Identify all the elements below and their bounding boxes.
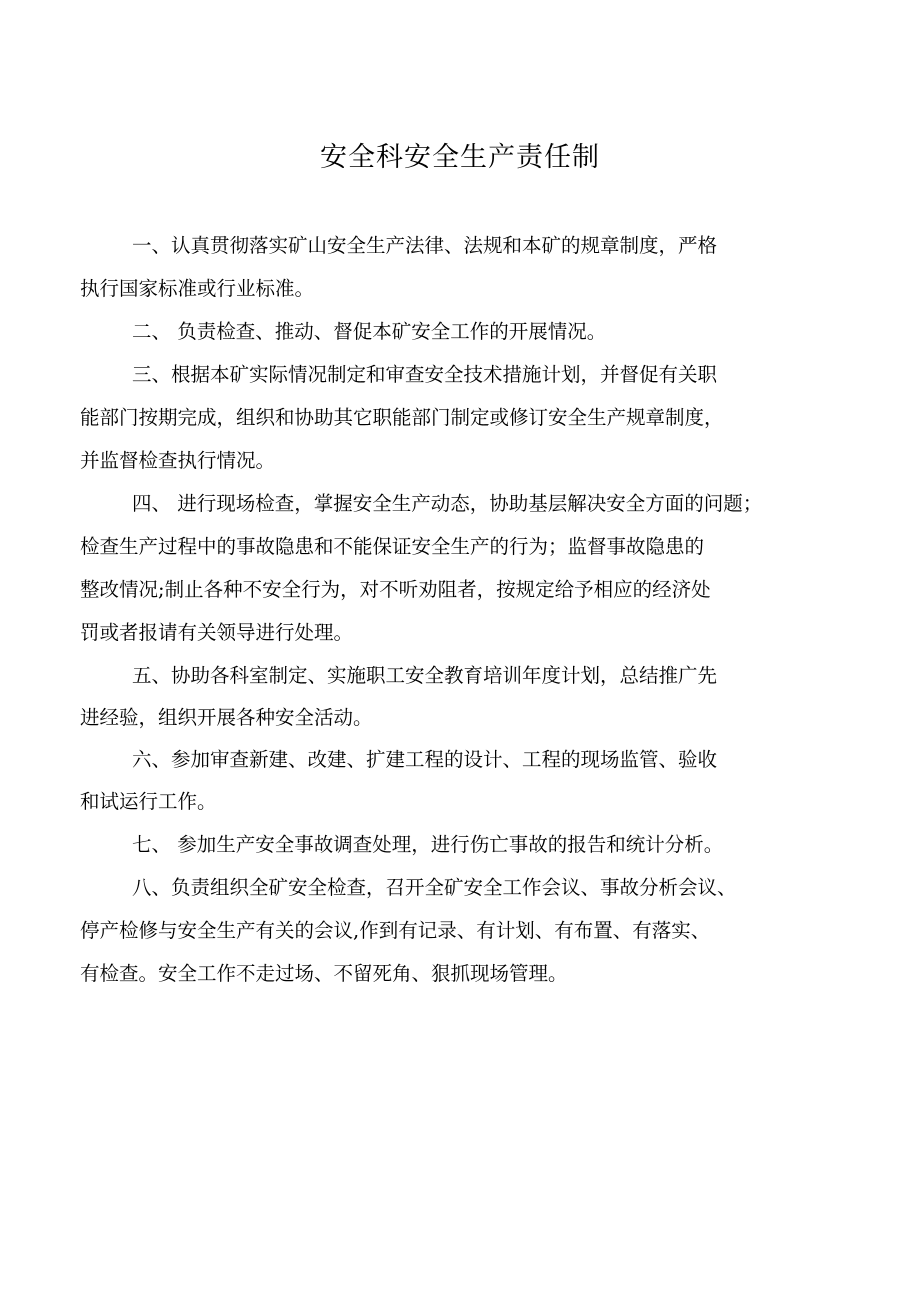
- paragraph-4-line-2: 检查生产过程中的事故隐患和不能保证安全生产的行为；监督事故隐患的: [80, 535, 705, 558]
- paragraph-8-line-1: 八、负责组织全矿安全检查，召开全矿安全工作会议、事故分析会议、: [132, 876, 737, 899]
- paragraph-3-line-1: 三、根据本矿实际情况制定和审查安全技术措施计划，并督促有关职: [132, 363, 718, 386]
- paragraph-6-line-1: 六、参加审查新建、改建、扩建工程的设计、工程的现场监管、验收: [132, 748, 718, 771]
- paragraph-4-line-4: 罚或者报请有关领导进行处理。: [80, 621, 354, 644]
- document-title: 安全科安全生产责任制: [320, 142, 600, 173]
- paragraph-8-line-3: 有检查。安全工作不走过场、不留死角、狠抓现场管理。: [80, 962, 568, 985]
- paragraph-3-line-2: 能部门按期完成，组织和协助其它职能部门制定或修订安全生产规章制度，: [80, 406, 724, 429]
- paragraph-5-line-2: 进经验，组织开展各种安全活动。: [80, 706, 373, 729]
- paragraph-1-line-2: 执行国家标准或行业标准。: [80, 277, 315, 300]
- paragraph-8-line-2: 停产检修与安全生产有关的会议,作到有记录、有计划、有布置、有落实、: [80, 919, 711, 942]
- paragraph-4-line-3: 整改情况;制止各种不安全行为，对不听劝阻者，按规定给予相应的经济处: [80, 578, 711, 601]
- paragraph-4-line-1: 四、 进行现场检查，掌握安全生产动态，协助基层解决安全方面的问题；: [132, 492, 763, 515]
- paragraph-6-line-2: 和试运行工作。: [80, 790, 217, 813]
- paragraph-1-line-1: 一、认真贯彻落实矿山安全生产法律、法规和本矿的规章制度，严格: [132, 234, 718, 257]
- paragraph-3-line-3: 并监督检查执行情况。: [80, 449, 276, 472]
- paragraph-2-line-1: 二、 负责检查、推动、督促本矿安全工作的开展情况。: [132, 320, 607, 343]
- paragraph-7-line-1: 七、 参加生产安全事故调查处理，进行伤亡事故的报告和统计分析。: [132, 833, 724, 856]
- paragraph-5-line-1: 五、协助各科室制定、实施职工安全教育培训年度计划，总结推广先: [132, 664, 718, 687]
